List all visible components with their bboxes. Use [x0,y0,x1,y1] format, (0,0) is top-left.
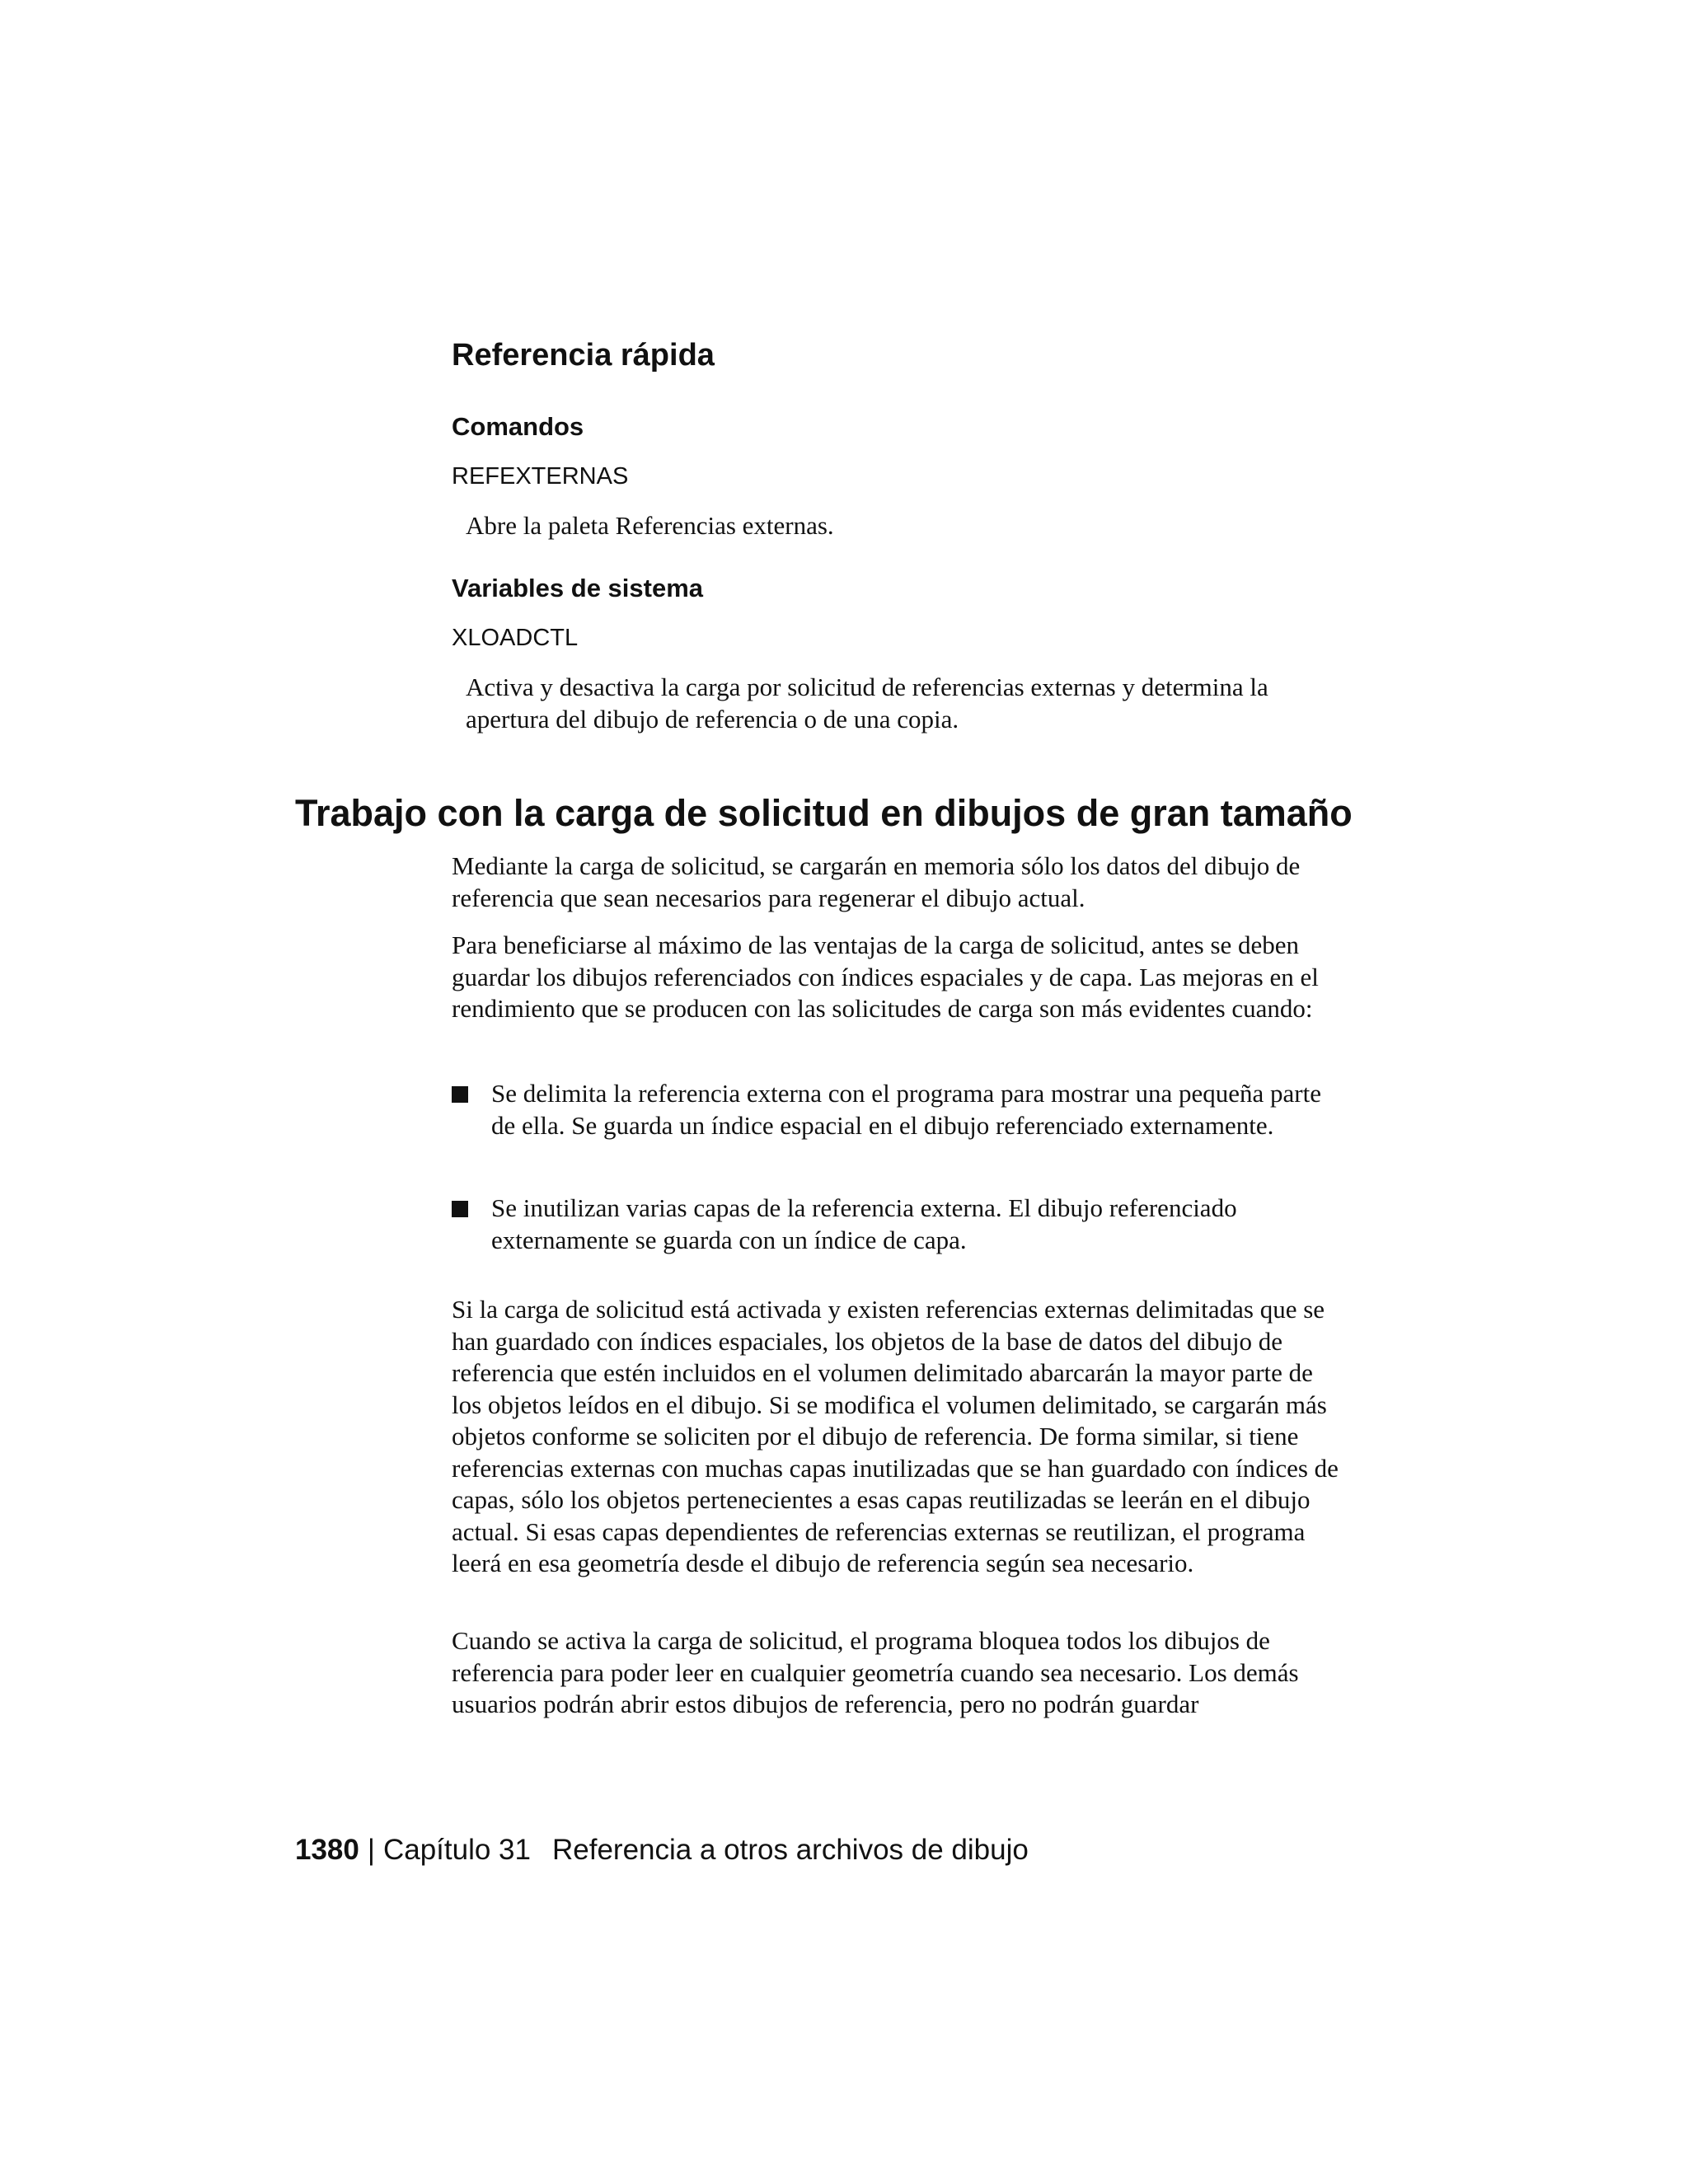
command-description: Abre la paleta Referencias externas. [466,511,834,540]
chapter-title: Referencia a otros archivos de dibujo [552,1834,1029,1866]
paragraph-benefits: Para beneficiarse al máximo de las ventajas de la carga de solicitud, antes se deben guardar los dibujos referenciados con índices espaciales y de capa. Las mejoras en el rendimiento que se producen con las solicitudes de carga son más evidentes cuando: [452,930,1319,1023]
system-variable-description: Activa y desactiva la carga por solicitud de referencias externas y determina la apertura del dibujo de referencia o de una copia. [466,673,1268,733]
list-item [452,1193,1340,1256]
page-footer [295,1834,1029,1867]
paragraph-intro: Mediante la carga de solicitud, se cargarán en memoria sólo los datos del dibujo de referencia que sean necesarios para regenerar el dibujo actual. [452,851,1301,912]
square-bullet-icon [452,1086,468,1103]
paragraph-locking: Cuando se activa la carga de solicitud, el programa bloquea todos los dibujos de referencia para poder leer en cualquier geometría cuando sea necesario. Los demás usuarios podrán abrir estos dibujos de referencia, pero no podrán guardar [452,1626,1299,1718]
list-item-text: Se delimita la referencia externa con el programa para mostrar una pequeña parte de ella. Se guarda un índice espacial en el dibujo referenciado externamente. [491,1079,1321,1140]
commands-heading: Comandos [452,412,584,441]
page-number: 1380 [295,1834,359,1866]
paragraph-details: Si la carga de solicitud está activada y existen referencias externas delimitadas que se han guardado con índices espaciales, los objetos de la base de datos del dibujo de referencia que estén incluidos en el volumen delimitado abarcarán la mayor parte de los objetos leídos en el dibujo. Si se modifica el volumen delimitado, se cargarán más objetos conforme se soliciten por el dibujo de referencia. De forma similar, si tiene referencias externas con muchas capas inutilizadas que se han guardado con índices de capas, sólo los objetos pertenecientes a esas capas reutilizadas se leerán en el dibujo actual. Si esas capas dependientes de referencias externas se reutilizan, el programa leerá en esa geometría desde el dibujo de referencia según sea necesario. [452,1295,1339,1577]
list-item-text: Se inutilizan varias capas de la referencia externa. El dibujo referenciado externamente se guarda con un índice de capa. [491,1193,1237,1254]
section-title: Trabajo con la carga de solicitud en dibujos de gran tamaño [295,792,1353,834]
system-variables-heading: Variables de sistema [452,574,704,602]
footer-separator: | [367,1834,375,1866]
system-variable-name: XLOADCTL [452,625,579,651]
list-item [452,1078,1340,1141]
command-name: REFEXTERNAS [452,463,629,490]
square-bullet-icon [452,1201,468,1217]
chapter-label: Capítulo 31 [382,1834,531,1866]
quick-reference-heading: Referencia rápida [452,338,715,373]
